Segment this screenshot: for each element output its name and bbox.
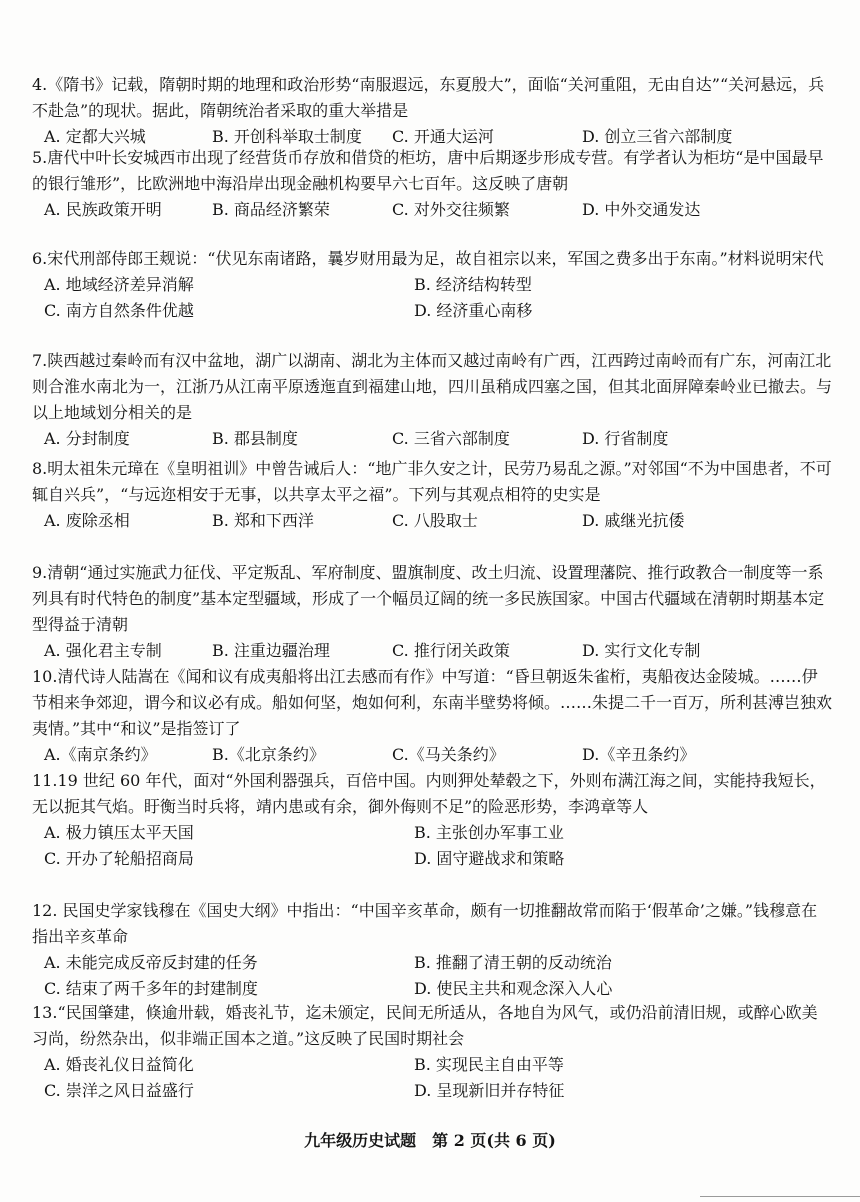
question-text: 8.明太祖朱元璋在《皇明祖训》中曾告诫后人：“地广非久安之计，民劳乃易乱之源。”对邻国“不为中国患者，不可辄自兴兵”，“与远迩相安于无事，以共享太平之福”。下列与其观点相符的史实是 <box>32 459 832 504</box>
option-c[interactable]: C. 崇洋之风日益盛行 <box>44 1081 194 1100</box>
question-10 <box>32 664 832 768</box>
option-b[interactable]: B. 经济结构转型 <box>414 275 532 294</box>
question-6 <box>32 246 832 324</box>
option-d[interactable]: D. 行省制度 <box>582 429 669 448</box>
question-text: 13.“民国肇建，倏逾卅载，婚丧礼节，迄未颁定，民间无所适从，各地自为风气，或仍沿前清旧规，或醉心欧美习尚，纷然杂出，似非端正国本之道。”这反映了民国时期社会 <box>32 1003 818 1048</box>
question-5 <box>32 145 832 223</box>
question-text: 4.《隋书》记载，隋朝时期的地理和政治形势“南服遐远，东夏殷大”，面临“关河重阻，无由自达”“关河悬远，兵不赴急”的现状。据此，隋朝统治者采取的重大举措是 <box>32 75 825 120</box>
option-a[interactable]: A. 强化君主专制 <box>44 641 162 660</box>
option-d[interactable]: D.《辛丑条约》 <box>582 745 696 764</box>
option-c[interactable]: C. 推行闭关政策 <box>392 641 510 660</box>
option-d[interactable]: D. 使民主共和观念深入人心 <box>414 979 613 998</box>
option-a[interactable]: A. 定都大兴城 <box>44 127 146 146</box>
option-c[interactable]: C. 南方自然条件优越 <box>44 301 194 320</box>
option-b[interactable]: B. 推翻了清王朝的反动统治 <box>414 953 612 972</box>
question-13 <box>32 1000 832 1104</box>
question-7 <box>32 348 832 452</box>
option-d[interactable]: D. 经济重心南移 <box>414 301 533 320</box>
option-c[interactable]: C. 八股取士 <box>392 511 478 530</box>
option-a[interactable]: A. 民族政策开明 <box>44 200 162 219</box>
option-a[interactable]: A. 地域经济差异消解 <box>44 275 194 294</box>
option-c[interactable]: C. 结束了两千多年的封建制度 <box>44 979 258 998</box>
question-9 <box>32 560 832 664</box>
option-b[interactable]: B. 商品经济繁荣 <box>212 200 330 219</box>
scan-edge-line <box>700 1196 860 1197</box>
question-8 <box>32 456 832 534</box>
option-c[interactable]: C. 三省六部制度 <box>392 429 510 448</box>
question-12 <box>32 898 832 1002</box>
option-b[interactable]: B. 郡县制度 <box>212 429 298 448</box>
question-11 <box>32 768 832 872</box>
option-d[interactable]: D. 戚继光抗倭 <box>582 511 685 530</box>
option-a[interactable]: A. 极力镇压太平天国 <box>44 823 194 842</box>
options-row <box>32 638 832 664</box>
option-d[interactable]: D. 中外交通发达 <box>582 200 701 219</box>
option-d[interactable]: D. 创立三省六部制度 <box>582 127 733 146</box>
option-a[interactable]: A. 未能完成反帝反封建的任务 <box>44 953 258 972</box>
options-row <box>32 742 832 768</box>
option-d[interactable]: D. 呈现新旧并存特征 <box>414 1081 565 1100</box>
option-c[interactable]: C. 开办了轮船招商局 <box>44 849 194 868</box>
option-a[interactable]: A. 分封制度 <box>44 429 130 448</box>
option-c[interactable]: C. 开通大运河 <box>392 127 494 146</box>
options-grid <box>32 272 832 324</box>
option-a[interactable]: A. 废除丞相 <box>44 511 130 530</box>
option-a[interactable]: A.《南京条约》 <box>44 745 157 764</box>
option-b[interactable]: B.《北京条约》 <box>212 745 325 764</box>
question-text: 9.清朝“通过实施武力征伐、平定叛乱、军府制度、盟旗制度、改土归流、设置理藩院、推行政教合一制度等一系列具有时代特色的制度”基本定型疆域，形成了一个幅员辽阔的统一多民族国家。中国古代疆域在清朝时期基本定型得益于清朝 <box>32 563 825 634</box>
option-d[interactable]: D. 固守避战求和策略 <box>414 849 565 868</box>
question-text: 7.陕西越过秦岭而有汉中盆地，湖广以湖南、湖北为主体而又越过南岭有广西，江西跨过南岭而有广东，河南江北则合淮水南北为一，江浙乃从江南平原透迤直到福建山地，四川虽稍成四塞之国，但其北面屏障秦岭业已撤去。与以上地域划分相关的是 <box>32 351 833 422</box>
options-grid <box>32 1052 832 1104</box>
option-a[interactable]: A. 婚丧礼仪日益简化 <box>44 1055 194 1074</box>
question-4 <box>32 72 832 150</box>
options-row <box>32 508 832 534</box>
question-text: 11.19 世纪 60 年代，面对“外国利器强兵，百倍中国。内则狎处辇毂之下，外则布满江海之间，实能持我短长，无以扼其气焰。盱衡当时兵将，靖内患或有余，御外侮则不足”的险恶形势，李鸿章等人 <box>32 771 826 816</box>
option-b[interactable]: B. 主张创办军事工业 <box>414 823 564 842</box>
options-row <box>32 197 832 223</box>
option-b[interactable]: B. 开创科举取士制度 <box>212 127 362 146</box>
question-text: 12. 民国史学家钱穆在《国史大纲》中指出：“中国辛亥革命，颇有一切推翻故常而陷于‘假革命’之嫌。”钱穆意在指出辛亥革命 <box>32 901 818 946</box>
question-text: 6.宋代刑部侍郎王觌说：“伏见东南诸路，曩岁财用最为足，故自祖宗以来，军国之费多出于东南。”材料说明宋代 <box>32 249 824 268</box>
option-b[interactable]: B. 注重边疆治理 <box>212 641 330 660</box>
options-row <box>32 426 832 452</box>
option-b[interactable]: B. 实现民主自由平等 <box>414 1055 564 1074</box>
options-grid <box>32 820 832 872</box>
option-b[interactable]: B. 郑和下西洋 <box>212 511 314 530</box>
question-text: 5.唐代中叶长安城西市出现了经营货币存放和借贷的柜坊，唐中后期逐步形成专营。有学者认为柜坊“是中国最早的银行雏形”，比欧洲地中海沿岸出现金融机构要早六七百年。这反映了唐朝 <box>32 148 824 193</box>
page-footer: 九年级历史试题 第 2 页(共 6 页) <box>304 1131 556 1150</box>
option-d[interactable]: D. 实行文化专制 <box>582 641 701 660</box>
option-c[interactable]: C.《马关条约》 <box>392 745 505 764</box>
options-grid <box>32 950 832 1002</box>
option-c[interactable]: C. 对外交往频繁 <box>392 200 510 219</box>
question-text: 10.清代诗人陆嵩在《闻和议有成夷船将出江去感而有作》中写道：“昏旦朝返朱雀桁，夷船夜达金陵城。……伊节相来争郊迎，谓今和议必有成。船如何坚，炮如何利，东南半壁势将倾。……朱提二千一百万，所利甚溥岂独欢夷情。”其中“和议”是指签订了 <box>32 667 833 738</box>
